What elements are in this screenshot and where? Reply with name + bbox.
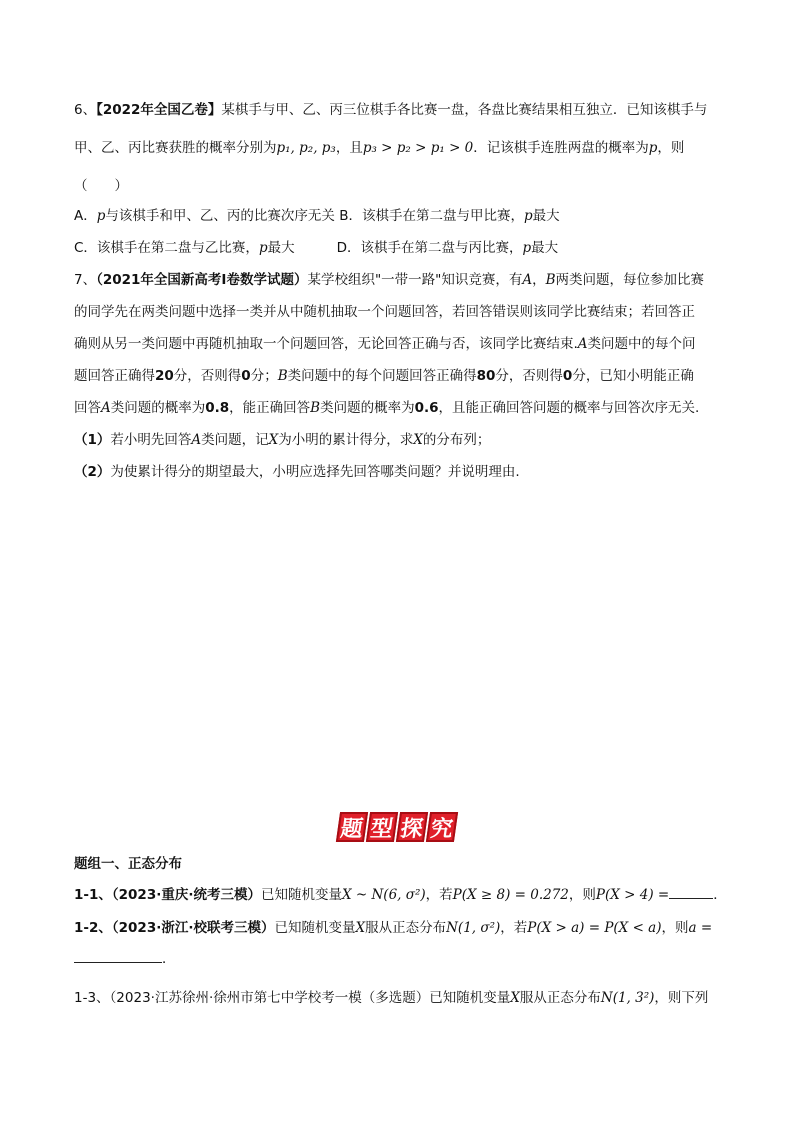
q7-line-3 — [74, 334, 696, 354]
q7-text: ，能正确回答 — [229, 400, 311, 416]
q6-text: ，且 — [335, 140, 363, 156]
group-heading: 题组一、正态分布 — [74, 856, 182, 872]
q6-p: p — [648, 140, 658, 156]
condition: P(X ≥ 8) = 0.272 — [452, 887, 569, 903]
banner-char: 题 — [336, 812, 368, 842]
q7-text: 类问题的概率为 — [320, 400, 415, 416]
q6-option-d-text: 最大 — [531, 240, 559, 256]
q6-p: p — [523, 208, 533, 224]
q6-stem-2: 甲、乙、丙比赛获胜的概率分别为 — [74, 140, 277, 156]
q6-options-ab — [74, 206, 560, 226]
problem-number: 1-2、 — [74, 920, 112, 936]
q7-text: 分，已知小明能正确 — [572, 368, 694, 384]
q7-text: 分，否则得 — [495, 368, 563, 384]
q6-probabilities: p₁, p₂, p₃ — [276, 140, 336, 156]
answer-blank — [669, 884, 713, 899]
q7-source: （2021年全国新高考Ⅰ卷数学试题） — [96, 272, 308, 288]
q7-a: A — [191, 432, 202, 448]
q6-line-2 — [74, 138, 684, 158]
question-expression: P(X > 4) = — [595, 887, 670, 903]
distribution: N(1, σ²) — [446, 920, 501, 936]
q6-line-1 — [74, 100, 707, 120]
q6-option-d: D．该棋手在第二盘与丙比赛， — [336, 240, 523, 256]
variable-x: X — [510, 990, 520, 1006]
banner-char: 究 — [426, 812, 458, 842]
q7-sub-number: （1） — [74, 432, 111, 448]
problem-text: 服从正态分布 — [519, 990, 601, 1006]
q7-text: 类问题的概率为 — [110, 400, 206, 416]
q7-b: B — [277, 368, 288, 384]
q7-sub-2 — [74, 462, 520, 482]
q7-x: X — [413, 432, 423, 448]
q6-p: p — [258, 240, 268, 256]
q7-score: 0 — [241, 368, 251, 384]
problem-source: （2023·江苏徐州·徐州市第七中学校考一模（多选题） — [109, 990, 430, 1006]
q7-text: 分，否则得 — [173, 368, 242, 384]
q7-text: 的分布列； — [422, 432, 491, 448]
q6-option-a: A． — [74, 208, 97, 224]
q7-text: 某学校组织"一带一路"知识竞赛，有 — [307, 272, 523, 288]
q7-line-4 — [74, 366, 694, 386]
q7-text: 回答 — [74, 400, 101, 416]
q6-option-b: B．该棋手在第二盘与甲比赛， — [339, 208, 524, 224]
q6-stem-1: 某棋手与甲、乙、丙三位棋手各比赛一盘，各盘比赛结果相互独立．已知该棋手与 — [221, 102, 708, 118]
problem-text: ，则 — [568, 887, 596, 903]
problem-source: （2023·重庆·统考三模） — [111, 887, 261, 903]
problem-text: 服从正态分布 — [365, 920, 447, 936]
q7-text: ， — [532, 272, 546, 288]
problem-text: ，则 — [661, 920, 689, 936]
q6-number: 6、 — [74, 102, 97, 118]
q6-option-a-text: 与该棋手和甲、乙、丙的比赛次序无关 — [105, 208, 335, 224]
q6-p: p — [96, 208, 106, 224]
problem-text: ． — [162, 951, 176, 967]
q6-options-cd — [74, 238, 558, 258]
q7-text: 若小明先回答 — [110, 432, 192, 448]
q7-line-1 — [74, 270, 704, 290]
q7-x: X — [268, 432, 279, 448]
q7-score: 0 — [562, 368, 573, 384]
q7-text: 类问题，记 — [201, 432, 269, 448]
q7-prob: 0.6 — [414, 400, 439, 416]
q7-text: 为小明的累计得分，求 — [278, 432, 414, 448]
q7-text: 题回答正确得 — [74, 368, 155, 384]
q7-prob: 0.8 — [205, 400, 230, 416]
q7-text: ，且能正确回答问题的概率与回答次序无关. — [438, 400, 700, 416]
q6-text: ，则 — [657, 140, 685, 156]
q6-source: 【2022年全国乙卷】 — [96, 102, 222, 118]
q7-line-5 — [74, 398, 699, 418]
problem-source: （2023·浙江·校联考三模） — [111, 920, 275, 936]
q7-score: 80 — [476, 368, 496, 384]
q7-text: 分； — [250, 368, 278, 384]
q7-b: B — [310, 400, 321, 416]
problem-text: 已知随机变量 — [260, 887, 342, 903]
q7-text: 两类问题，每位参加比赛 — [555, 272, 705, 288]
q7-a: A — [522, 272, 533, 288]
problem-text: ，则下列 — [654, 990, 709, 1006]
problem-1-2 — [74, 918, 712, 938]
q7-sub-number: （2） — [74, 464, 111, 480]
q6-option-c-text: 最大 — [267, 240, 295, 256]
problem-1-3 — [74, 988, 708, 1008]
banner-char: 型 — [366, 812, 398, 842]
problem-text: 已知随机变量 — [274, 920, 356, 936]
q7-text: 类问题中的每个问 — [587, 336, 696, 352]
q6-inequality: p₃ > p₂ > p₁ > 0 — [362, 140, 474, 156]
q6-paren: （ ） — [74, 178, 128, 194]
q7-a: A — [101, 400, 111, 416]
answer-blank — [74, 948, 162, 963]
q7-a: A — [577, 336, 588, 352]
problem-number: 1-3、 — [74, 990, 110, 1006]
q7-score: 20 — [155, 368, 174, 384]
problem-text: ． — [713, 887, 727, 903]
q6-option-c: C．该棋手在第二盘与乙比赛， — [74, 240, 259, 256]
variable-x: X — [355, 920, 366, 936]
q6-text: ．记该棋手连胜两盘的概率为 — [473, 140, 649, 156]
problem-text: ，若 — [500, 920, 528, 936]
q7-text: 确则从另一类问题中再随机抽取一个问题回答，无论回答正确与否，该同学比赛结束. — [74, 336, 578, 352]
problem-1-1 — [74, 884, 727, 905]
q7-b: B — [545, 272, 556, 288]
q6-p: p — [522, 240, 532, 256]
condition: P(X > a) = P(X < a) — [527, 920, 662, 936]
q7-line-2: 的同学先在两类问题中选择一类并从中随机抽取一个问题回答，若回答错误则该同学比赛结束；若回答正 — [74, 304, 695, 320]
problem-text: 已知随机变量 — [429, 990, 511, 1006]
distribution: N(1, 3²) — [600, 990, 655, 1006]
problem-number: 1-1、 — [74, 887, 112, 903]
distribution: X ~ N(6, σ²) — [341, 887, 426, 903]
q7-number: 7、 — [74, 272, 97, 288]
q7-sub-1 — [74, 430, 490, 450]
q7-text: 为使累计得分的期望最大，小明应选择先回答哪类问题？并说明理由. — [110, 464, 520, 480]
q7-text: 类问题中的每个问题回答正确得 — [287, 368, 477, 384]
problem-text: ，若 — [425, 887, 453, 903]
problem-1-2-answer-line — [74, 948, 176, 969]
section-banner — [338, 812, 456, 842]
banner-char: 探 — [396, 812, 428, 842]
question-expression: a = — [688, 920, 713, 936]
q6-option-b-text: 最大 — [532, 208, 560, 224]
